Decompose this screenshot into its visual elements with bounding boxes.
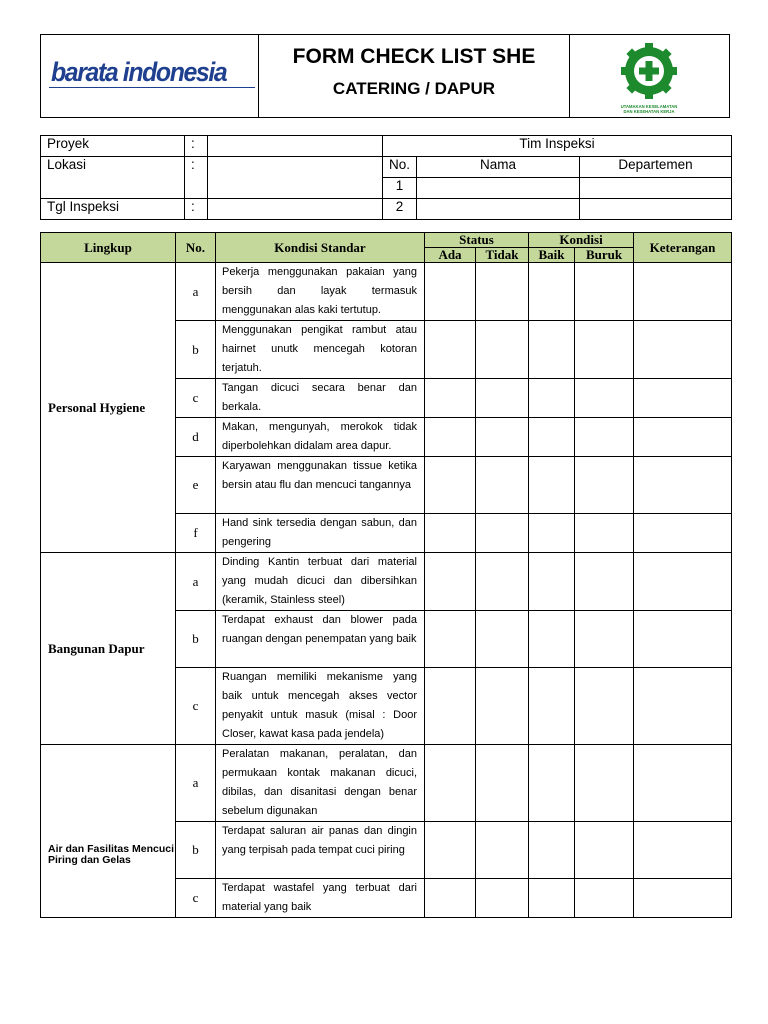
kondisi-standar-text: Ruangan memiliki mekanisme yang baik untuk mencegah akses vector penyakit untuk masuk (misal : Door Closer, kawat kasa pada jendela) bbox=[216, 668, 425, 745]
item-no: c bbox=[176, 668, 216, 745]
ada-check-cell[interactable] bbox=[425, 879, 476, 918]
table-header-row bbox=[41, 233, 732, 248]
item-no: a bbox=[176, 745, 216, 822]
table-row bbox=[41, 745, 732, 822]
buruk-check-cell[interactable] bbox=[575, 263, 634, 321]
ada-check-cell[interactable] bbox=[425, 321, 476, 379]
item-no: b bbox=[176, 611, 216, 668]
keterangan-cell[interactable] bbox=[634, 457, 732, 514]
buruk-check-cell[interactable] bbox=[575, 321, 634, 379]
buruk-check-cell[interactable] bbox=[575, 879, 634, 918]
kondisi-standar-text: Makan, mengunyah, merokok tidak diperbolehkan didalam area dapur. bbox=[216, 418, 425, 457]
keterangan-cell[interactable] bbox=[634, 611, 732, 668]
tidak-check-cell[interactable] bbox=[476, 379, 529, 418]
ada-check-cell[interactable] bbox=[425, 745, 476, 822]
header-lingkup: Lingkup bbox=[41, 233, 176, 263]
proyek-label: Proyek bbox=[41, 136, 185, 157]
company-logo: barata indonesia bbox=[51, 57, 227, 87]
item-no: e bbox=[176, 457, 216, 514]
header-divider bbox=[569, 35, 570, 117]
item-no: a bbox=[176, 263, 216, 321]
kondisi-standar-text: Pekerja menggunakan pakaian yang bersih dan layak termasuk menggunakan alas kaki tertutup. bbox=[216, 263, 425, 321]
inspection-info-table bbox=[40, 135, 732, 220]
header-status: Status bbox=[425, 233, 529, 248]
kondisi-standar-text: Tangan dicuci secara benar dan berkala. bbox=[216, 379, 425, 418]
baik-check-cell[interactable] bbox=[529, 822, 575, 879]
tidak-check-cell[interactable] bbox=[476, 879, 529, 918]
team-nama-field[interactable] bbox=[417, 199, 580, 220]
info-row-tgl bbox=[41, 199, 732, 220]
buruk-check-cell[interactable] bbox=[575, 379, 634, 418]
buruk-check-cell[interactable] bbox=[575, 553, 634, 611]
header-ada: Ada bbox=[425, 248, 476, 263]
buruk-check-cell[interactable] bbox=[575, 745, 634, 822]
baik-check-cell[interactable] bbox=[529, 745, 575, 822]
header-buruk: Buruk bbox=[575, 248, 634, 263]
kondisi-standar-text: Hand sink tersedia dengan sabun, dan pengering bbox=[216, 514, 425, 553]
kondisi-standar-text: Dinding Kantin terbuat dari material yang mudah dicuci dan dibersihkan (keramik, Stainless steel) bbox=[216, 553, 425, 611]
ada-check-cell[interactable] bbox=[425, 263, 476, 321]
baik-check-cell[interactable] bbox=[529, 668, 575, 745]
header-baik: Baik bbox=[529, 248, 575, 263]
kondisi-standar-text: Peralatan makanan, peralatan, dan permukaan kontak makanan dicuci, dibilas, dan disanitasi dengan benar sebelum digunakan bbox=[216, 745, 425, 822]
team-departemen-field[interactable] bbox=[580, 199, 732, 220]
keterangan-cell[interactable] bbox=[634, 553, 732, 611]
tim-inspeksi-label: Tim Inspeksi bbox=[383, 136, 732, 157]
colon: : bbox=[185, 136, 208, 157]
kondisi-standar-text: Menggunakan pengikat rambut atau hairnet unutk mencegah kotoran terjatuh. bbox=[216, 321, 425, 379]
info-row-proyek bbox=[41, 136, 732, 157]
k3-safety-emblem-icon bbox=[611, 41, 687, 117]
team-departemen-field[interactable] bbox=[580, 178, 732, 199]
ada-check-cell[interactable] bbox=[425, 553, 476, 611]
tidak-check-cell[interactable] bbox=[476, 457, 529, 514]
table-row bbox=[41, 553, 732, 611]
item-no: b bbox=[176, 321, 216, 379]
baik-check-cell[interactable] bbox=[529, 514, 575, 553]
baik-check-cell[interactable] bbox=[529, 457, 575, 514]
tidak-check-cell[interactable] bbox=[476, 668, 529, 745]
keterangan-cell[interactable] bbox=[634, 418, 732, 457]
logo-underline bbox=[49, 87, 255, 88]
ada-check-cell[interactable] bbox=[425, 668, 476, 745]
header-keterangan: Keterangan bbox=[634, 233, 732, 263]
form-header bbox=[40, 34, 730, 118]
baik-check-cell[interactable] bbox=[529, 379, 575, 418]
item-no: a bbox=[176, 553, 216, 611]
lingkup-cell: Bangunan Dapur bbox=[41, 553, 176, 745]
proyek-field[interactable] bbox=[208, 136, 383, 157]
no-header: No. bbox=[383, 157, 417, 178]
kondisi-standar-text: Terdapat saluran air panas dan dingin yang terpisah pada tempat cuci piring bbox=[216, 822, 425, 879]
tidak-check-cell[interactable] bbox=[476, 321, 529, 379]
buruk-check-cell[interactable] bbox=[575, 457, 634, 514]
emblem-caption-2: DAN KESEHATAN KERJA bbox=[623, 109, 675, 114]
header-kondisi: Kondisi bbox=[529, 233, 634, 248]
lokasi-label: Lokasi bbox=[41, 157, 185, 199]
colon: : bbox=[185, 157, 208, 199]
tgl-inspeksi-field[interactable] bbox=[208, 199, 383, 220]
departemen-header: Departemen bbox=[580, 157, 732, 178]
baik-check-cell[interactable] bbox=[529, 553, 575, 611]
lingkup-cell: Air dan Fasilitas Mencuci Piring dan Gelas bbox=[41, 745, 176, 918]
buruk-check-cell[interactable] bbox=[575, 418, 634, 457]
kondisi-standar-text: Karyawan menggunakan tissue ketika bersin atau flu dan mencuci tangannya bbox=[216, 457, 425, 514]
baik-check-cell[interactable] bbox=[529, 611, 575, 668]
keterangan-cell[interactable] bbox=[634, 822, 732, 879]
item-no: d bbox=[176, 418, 216, 457]
buruk-check-cell[interactable] bbox=[575, 611, 634, 668]
keterangan-cell[interactable] bbox=[634, 879, 732, 918]
ada-check-cell[interactable] bbox=[425, 514, 476, 553]
lokasi-field[interactable] bbox=[208, 157, 383, 199]
team-row-number: 1 bbox=[383, 178, 417, 199]
emblem-caption-1: UTAMAKAN KESELAMATAN bbox=[620, 104, 678, 109]
header-no: No. bbox=[176, 233, 216, 263]
buruk-check-cell[interactable] bbox=[575, 514, 634, 553]
ada-check-cell[interactable] bbox=[425, 457, 476, 514]
tidak-check-cell[interactable] bbox=[476, 745, 529, 822]
kondisi-standar-text: Terdapat wastafel yang terbuat dari material yang baik bbox=[216, 879, 425, 918]
item-no: b bbox=[176, 822, 216, 879]
baik-check-cell[interactable] bbox=[529, 321, 575, 379]
tidak-check-cell[interactable] bbox=[476, 263, 529, 321]
buruk-check-cell[interactable] bbox=[575, 822, 634, 879]
baik-check-cell[interactable] bbox=[529, 879, 575, 918]
team-row-number: 2 bbox=[383, 199, 417, 220]
form-subtitle: CATERING / DAPUR bbox=[332, 79, 496, 98]
keterangan-cell[interactable] bbox=[634, 263, 732, 321]
item-no: f bbox=[176, 514, 216, 553]
keterangan-cell[interactable] bbox=[634, 514, 732, 553]
baik-check-cell[interactable] bbox=[529, 418, 575, 457]
item-no: c bbox=[176, 879, 216, 918]
tidak-check-cell[interactable] bbox=[476, 514, 529, 553]
ada-check-cell[interactable] bbox=[425, 611, 476, 668]
buruk-check-cell[interactable] bbox=[575, 668, 634, 745]
colon: : bbox=[185, 199, 208, 220]
checklist-table bbox=[40, 232, 732, 918]
tidak-check-cell[interactable] bbox=[476, 553, 529, 611]
baik-check-cell[interactable] bbox=[529, 263, 575, 321]
ada-check-cell[interactable] bbox=[425, 418, 476, 457]
ada-check-cell[interactable] bbox=[425, 822, 476, 879]
form-title: FORM CHECK LIST SHE bbox=[292, 45, 536, 68]
tidak-check-cell[interactable] bbox=[476, 611, 529, 668]
item-no: c bbox=[176, 379, 216, 418]
keterangan-cell[interactable] bbox=[634, 379, 732, 418]
header-tidak: Tidak bbox=[476, 248, 529, 263]
tidak-check-cell[interactable] bbox=[476, 822, 529, 879]
table-row bbox=[41, 263, 732, 321]
team-nama-field[interactable] bbox=[417, 178, 580, 199]
kondisi-standar-text: Terdapat exhaust dan blower pada ruangan dengan penempatan yang baik bbox=[216, 611, 425, 668]
info-row-lokasi bbox=[41, 157, 732, 178]
keterangan-cell[interactable] bbox=[634, 668, 732, 745]
header-kondisi-standar: Kondisi Standar bbox=[216, 233, 425, 263]
keterangan-cell[interactable] bbox=[634, 745, 732, 822]
keterangan-cell[interactable] bbox=[634, 321, 732, 379]
lingkup-cell: Personal Hygiene bbox=[41, 263, 176, 553]
tidak-check-cell[interactable] bbox=[476, 418, 529, 457]
ada-check-cell[interactable] bbox=[425, 379, 476, 418]
nama-header: Nama bbox=[417, 157, 580, 178]
tgl-inspeksi-label: Tgl Inspeksi bbox=[41, 199, 185, 220]
